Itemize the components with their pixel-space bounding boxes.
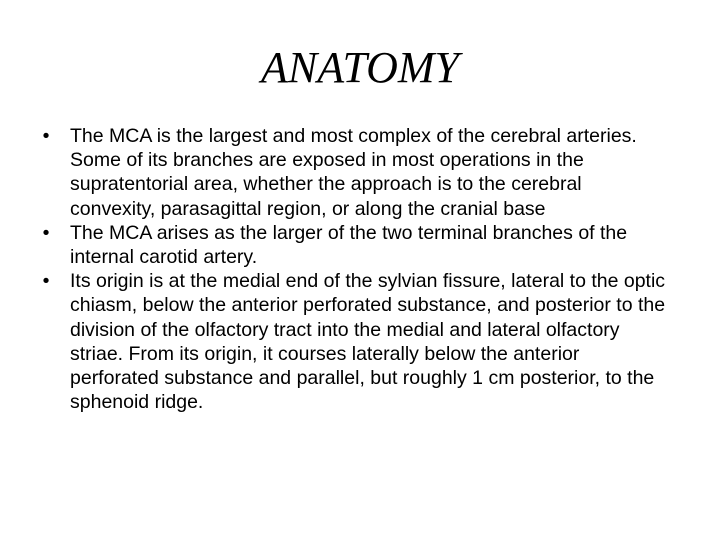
bullet-item	[36, 269, 668, 414]
bullet-item	[36, 124, 668, 221]
bullet-dot-icon: •	[42, 270, 50, 293]
bullet-text: The MCA is the largest and most complex of the cerebral arteries. Some of its branches are exposed in most operations in the supratentorial area, whether the approach is to the cerebral convexity, parasagittal region, or along the cranial base	[70, 125, 637, 220]
bullet-dot-icon: •	[42, 125, 50, 147]
bullet-text: The MCA arises as the larger of the two terminal branches of the internal carotid artery.	[70, 221, 628, 269]
bullet-item	[36, 221, 668, 269]
bullet-dot-icon: •	[42, 221, 50, 244]
bullet-list	[36, 124, 668, 414]
bullet-text: Its origin is at the medial end of the sylvian fissure, lateral to the optic chiasm, below the anterior perforated substance, and posterior to the division of the olfactory tract into the medial and lateral olfactory striae. From its origin, it courses laterally below the anterior perforated substance and parallel, but roughly 1 cm posterior, to the sphenoid ridge.	[70, 270, 666, 414]
slide-title: ANATOMY	[260, 43, 460, 92]
